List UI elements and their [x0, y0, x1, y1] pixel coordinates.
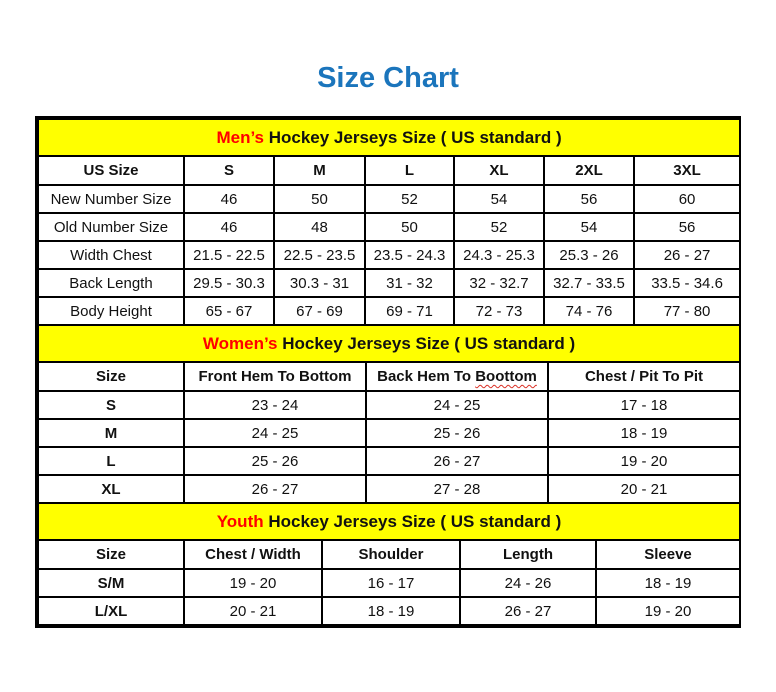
value-cell: 77 - 80 [634, 297, 740, 325]
value-cell: 24 - 25 [366, 391, 548, 419]
mens-size-table [37, 118, 741, 326]
value-cell: 33.5 - 34.6 [634, 269, 740, 297]
table-row [38, 447, 740, 475]
value-cell: 30.3 - 31 [274, 269, 365, 297]
value-cell: 67 - 69 [274, 297, 365, 325]
value-cell: 56 [544, 185, 634, 213]
value-cell: 52 [454, 213, 544, 241]
column-header: Size [38, 540, 184, 569]
youth-section-header-row [38, 503, 740, 540]
value-cell: 19 - 20 [184, 569, 322, 597]
value-cell: 25 - 26 [366, 419, 548, 447]
column-header: Size [38, 362, 184, 391]
value-cell: 19 - 20 [548, 447, 740, 475]
row-label-cell: New Number Size [38, 185, 184, 213]
value-cell: 26 - 27 [184, 475, 366, 503]
value-cell: 50 [365, 213, 454, 241]
value-cell: 26 - 27 [460, 597, 596, 625]
value-cell: 31 - 32 [365, 269, 454, 297]
value-cell: 22.5 - 23.5 [274, 241, 365, 269]
value-cell: 72 - 73 [454, 297, 544, 325]
table-row [38, 241, 740, 269]
value-cell: 29.5 - 30.3 [184, 269, 274, 297]
value-cell: 17 - 18 [548, 391, 740, 419]
row-label-cell: S/M [38, 569, 184, 597]
value-cell: 25 - 26 [184, 447, 366, 475]
value-cell: 24 - 26 [460, 569, 596, 597]
row-label-cell: Width Chest [38, 241, 184, 269]
column-header: Sleeve [596, 540, 740, 569]
value-cell: 21.5 - 22.5 [184, 241, 274, 269]
value-cell: 25.3 - 26 [544, 241, 634, 269]
value-cell: 23.5 - 24.3 [365, 241, 454, 269]
table-row [38, 569, 740, 597]
row-label-cell: Old Number Size [38, 213, 184, 241]
row-label-cell: S [38, 391, 184, 419]
value-cell: 18 - 19 [596, 569, 740, 597]
column-header: L [365, 156, 454, 185]
womens-column-header-row [38, 362, 740, 391]
page-title: Size Chart [317, 62, 459, 94]
table-row [38, 269, 740, 297]
value-cell: 19 - 20 [596, 597, 740, 625]
value-cell: 60 [634, 185, 740, 213]
womens-size-table [37, 324, 741, 504]
womens-section-header-row [38, 325, 740, 362]
column-header: XL [454, 156, 544, 185]
column-header: M [274, 156, 365, 185]
row-label-cell: M [38, 419, 184, 447]
column-header: Front Hem To Bottom [184, 362, 366, 391]
value-cell: 54 [454, 185, 544, 213]
value-cell: 46 [184, 185, 274, 213]
value-cell: 46 [184, 213, 274, 241]
value-cell: 24.3 - 25.3 [454, 241, 544, 269]
value-cell: 16 - 17 [322, 569, 460, 597]
misspelled-word: Boottom [475, 368, 537, 385]
value-cell: 48 [274, 213, 365, 241]
womens-section-header [38, 325, 740, 362]
table-row [38, 391, 740, 419]
value-cell: 24 - 25 [184, 419, 366, 447]
table-row [38, 185, 740, 213]
value-cell: 74 - 76 [544, 297, 634, 325]
womens-header-rest: Hockey Jerseys Size ( US standard ) [277, 333, 576, 353]
column-header: 2XL [544, 156, 634, 185]
mens-section-header [38, 119, 740, 156]
value-cell: 32.7 - 33.5 [544, 269, 634, 297]
value-cell: 69 - 71 [365, 297, 454, 325]
value-cell: 20 - 21 [548, 475, 740, 503]
value-cell: 50 [274, 185, 365, 213]
value-cell: 18 - 19 [322, 597, 460, 625]
value-cell: 18 - 19 [548, 419, 740, 447]
column-header: US Size [38, 156, 184, 185]
mens-column-header-row [38, 156, 740, 185]
youth-column-header-row [38, 540, 740, 569]
row-label-cell: L [38, 447, 184, 475]
youth-section-header [38, 503, 740, 540]
row-label-cell: XL [38, 475, 184, 503]
mens-accent-label: Men’s [216, 127, 264, 147]
row-label-cell: Back Length [38, 269, 184, 297]
mens-header-rest: Hockey Jerseys Size ( US standard ) [264, 127, 562, 147]
value-cell: 54 [544, 213, 634, 241]
table-row [38, 419, 740, 447]
table-row [38, 297, 740, 325]
misspell-prefix: Back Hem To [377, 368, 476, 385]
column-header: Shoulder [322, 540, 460, 569]
value-cell: 23 - 24 [184, 391, 366, 419]
column-header-misspelled [366, 362, 548, 391]
row-label-cell: L/XL [38, 597, 184, 625]
column-header: S [184, 156, 274, 185]
column-header: Chest / Width [184, 540, 322, 569]
table-row [38, 475, 740, 503]
column-header: 3XL [634, 156, 740, 185]
column-header: Length [460, 540, 596, 569]
value-cell: 27 - 28 [366, 475, 548, 503]
size-chart-tables [35, 116, 741, 628]
table-row [38, 597, 740, 625]
womens-accent-label: Women’s [202, 333, 278, 353]
youth-size-table [37, 502, 741, 626]
table-row [38, 213, 740, 241]
column-header: Chest / Pit To Pit [548, 362, 740, 391]
row-label-cell: Body Height [38, 297, 184, 325]
value-cell: 56 [634, 213, 740, 241]
youth-header-rest: Hockey Jerseys Size ( US standard ) [263, 511, 562, 531]
value-cell: 20 - 21 [184, 597, 322, 625]
value-cell: 26 - 27 [366, 447, 548, 475]
value-cell: 32 - 32.7 [454, 269, 544, 297]
value-cell: 65 - 67 [184, 297, 274, 325]
mens-section-header-row [38, 119, 740, 156]
youth-accent-label: Youth [216, 511, 264, 531]
value-cell: 52 [365, 185, 454, 213]
value-cell: 26 - 27 [634, 241, 740, 269]
